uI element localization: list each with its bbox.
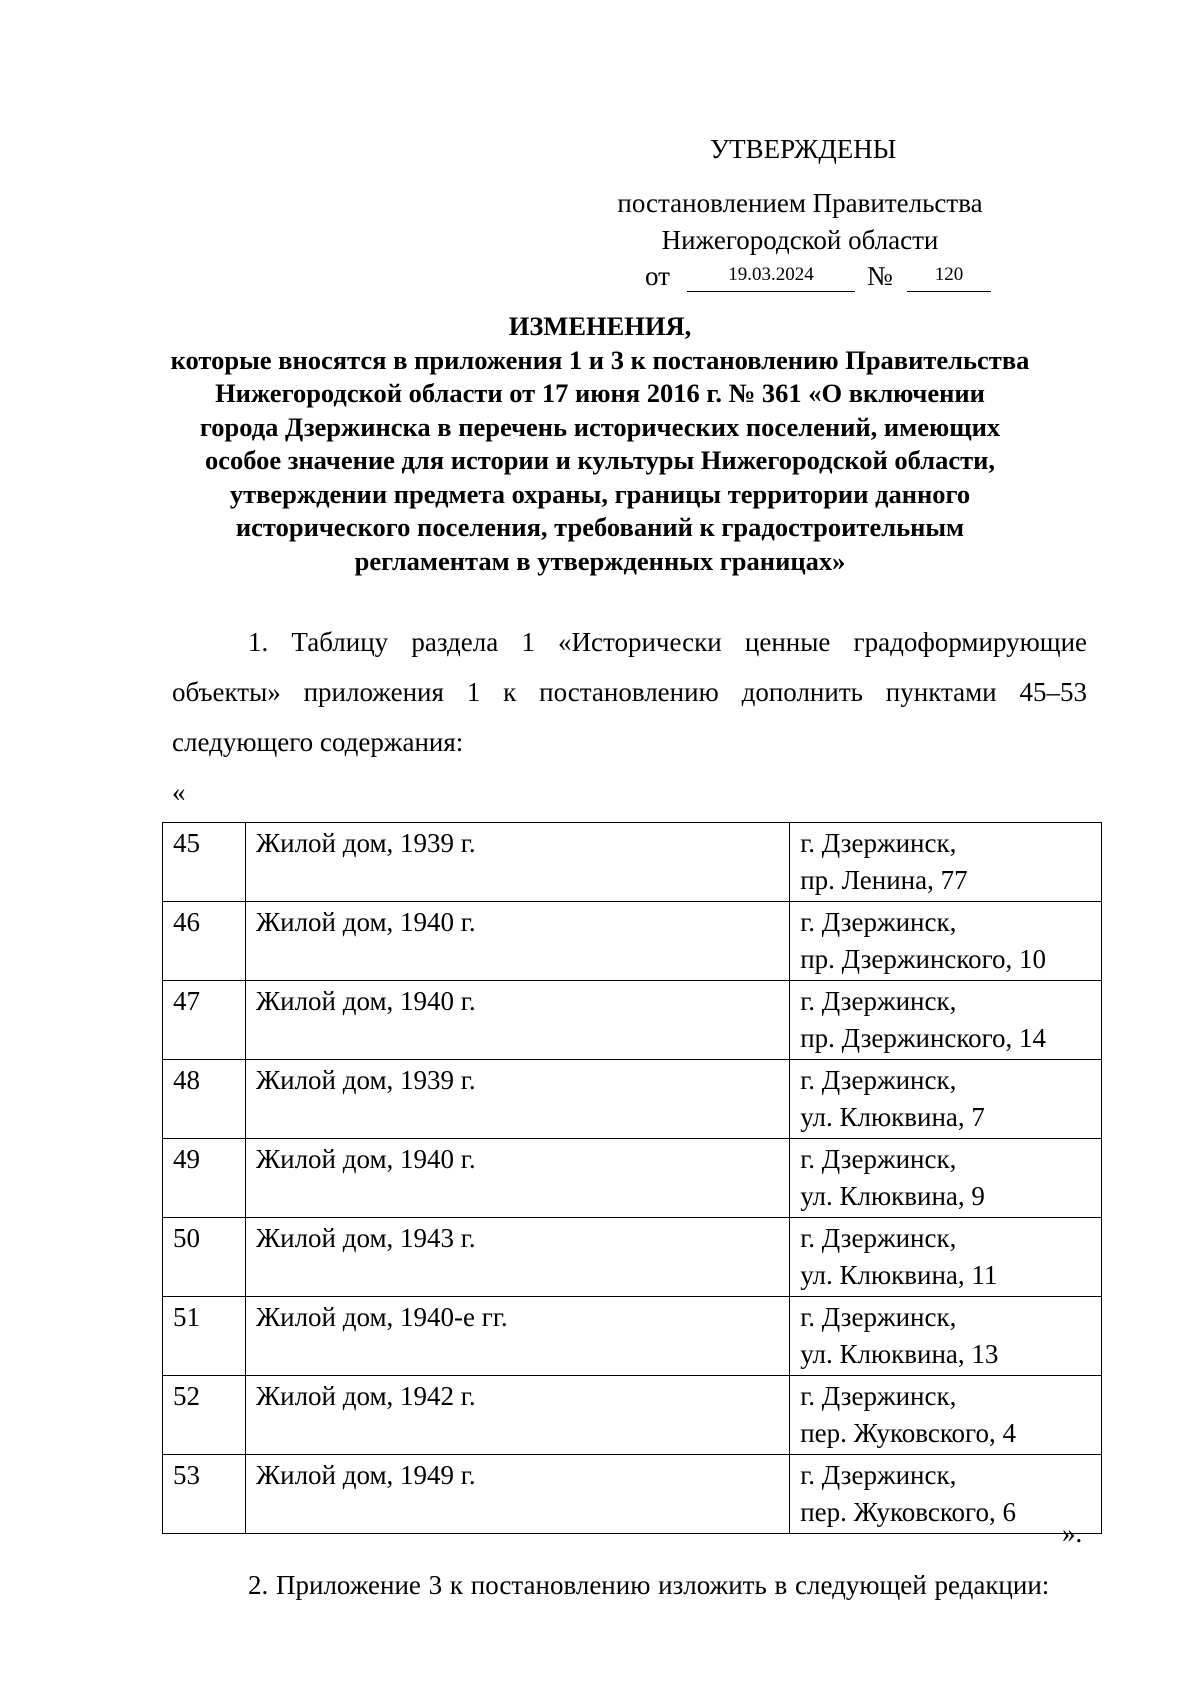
object-address-cell <box>790 1297 1102 1376</box>
row-number-cell <box>163 1060 246 1139</box>
row-number-cell <box>163 1376 246 1455</box>
row-number: 47 <box>173 986 200 1016</box>
address-street: ул. Клюквина, 7 <box>800 1102 985 1132</box>
object-name: Жилой дом, 1939 г. <box>255 1065 476 1095</box>
object-name: Жилой дом, 1942 г. <box>255 1381 476 1411</box>
address-street: пр. Дзержинского, 14 <box>800 1023 1047 1053</box>
address-city: г. Дзержинск, <box>800 1223 957 1253</box>
approved-title: УТВЕРЖДЕНЫ <box>710 134 897 164</box>
document-heading <box>130 310 1070 578</box>
row-number: 52 <box>173 1381 200 1411</box>
object-name-cell <box>245 981 789 1060</box>
address-street: ул. Клюквина, 9 <box>800 1181 985 1211</box>
row-number-cell <box>163 1218 246 1297</box>
table-close-quote: ». <box>1062 1518 1083 1548</box>
object-name: Жилой дом, 1943 г. <box>255 1223 476 1253</box>
object-name-cell <box>245 823 789 902</box>
address-city: г. Дзержинск, <box>800 1144 957 1174</box>
object-address-cell <box>790 1060 1102 1139</box>
paragraph-1 <box>172 617 1087 767</box>
row-number-cell <box>163 902 246 981</box>
row-number-cell <box>163 981 246 1060</box>
object-name: Жилой дом, 1939 г. <box>255 828 476 858</box>
object-name-cell <box>245 1139 789 1218</box>
object-address-cell <box>790 981 1102 1060</box>
object-name-cell <box>245 1297 789 1376</box>
object-name: Жилой дом, 1949 г. <box>255 1460 476 1490</box>
row-number-cell <box>163 823 246 902</box>
address-city: г. Дзержинск, <box>800 1381 957 1411</box>
row-number-cell <box>163 1297 246 1376</box>
object-address-cell <box>790 1376 1102 1455</box>
object-name-cell <box>245 1455 789 1534</box>
objects-table-body <box>163 823 1102 1534</box>
number-sign: № <box>867 261 893 291</box>
approval-region-line: Нижегородской области <box>661 225 939 255</box>
object-address-cell <box>790 902 1102 981</box>
heading-line: исторического поселения, требований к градостроительным <box>235 512 965 542</box>
heading-title: ИЗМЕНЕНИЯ, <box>508 311 692 341</box>
address-city: г. Дзержинск, <box>800 1065 957 1095</box>
object-address-cell <box>790 1455 1102 1534</box>
address-city: г. Дзержинск, <box>800 907 957 937</box>
table-row <box>163 823 1102 902</box>
heading-line: особое значение для истории и культуры Нижегородской области, <box>204 445 996 475</box>
object-name-cell <box>245 1376 789 1455</box>
row-number: 50 <box>173 1223 200 1253</box>
row-number: 49 <box>173 1144 200 1174</box>
heading-line: города Дзержинска в перечень исторических поселений, имеющих <box>199 411 1001 442</box>
address-street: пр. Ленина, 77 <box>800 865 968 895</box>
heading-line: Нижегородской области от 17 июня 2016 г. № 361 «О включении <box>215 378 985 408</box>
row-number-cell <box>163 1139 246 1218</box>
object-address-cell <box>790 1139 1102 1218</box>
object-name-cell <box>245 902 789 981</box>
table-row <box>163 1218 1102 1297</box>
row-number: 48 <box>173 1065 200 1095</box>
object-name: Жилой дом, 1940 г. <box>255 986 476 1016</box>
table-row <box>163 902 1102 981</box>
heading-line: регламентам в утвержденных границах» <box>354 545 846 576</box>
paragraph-1-line: объекты» приложения 1 к постановлению дополнить пунктами 45–53 <box>172 677 1087 707</box>
table-row <box>163 1297 1102 1376</box>
date-prefix: от <box>645 261 670 291</box>
address-street: пр. Дзержинского, 10 <box>800 944 1047 974</box>
approval-authority-line: постановлением Правительства <box>617 188 983 218</box>
address-city: г. Дзержинск, <box>800 986 957 1016</box>
table-row <box>163 1455 1102 1534</box>
object-address-cell <box>790 1218 1102 1297</box>
row-number: 51 <box>173 1302 200 1332</box>
table-row <box>163 1139 1102 1218</box>
heading-line: которые вносятся в приложения 1 и 3 к постановлению Правительства <box>170 344 1030 375</box>
object-name: Жилой дом, 1940-е гг. <box>255 1302 508 1332</box>
table-open-quote: « <box>172 777 186 807</box>
decree-number: 120 <box>907 257 991 292</box>
address-city: г. Дзержинск, <box>800 1302 957 1332</box>
address-street: пер. Жуковского, 6 <box>800 1497 1016 1527</box>
address-street: ул. Клюквина, 11 <box>800 1260 998 1290</box>
heading-line: утверждении предмета охраны, границы территории данного <box>229 478 971 509</box>
row-number-cell <box>163 1455 246 1534</box>
row-number: 45 <box>173 828 200 858</box>
paragraph-2: 2. Приложение 3 к постановлению изложить в следующей редакции: <box>248 1570 1050 1600</box>
object-address-cell <box>790 823 1102 902</box>
address-city: г. Дзержинск, <box>800 828 957 858</box>
table-row <box>163 1060 1102 1139</box>
row-number: 53 <box>173 1460 200 1490</box>
table-row <box>163 981 1102 1060</box>
objects-table <box>162 822 1102 1534</box>
object-name-cell <box>245 1060 789 1139</box>
address-street: ул. Клюквина, 13 <box>800 1339 999 1369</box>
address-street: пер. Жуковского, 4 <box>800 1418 1016 1448</box>
table-row <box>163 1376 1102 1455</box>
object-name-cell <box>245 1218 789 1297</box>
address-city: г. Дзержинск, <box>800 1460 957 1490</box>
paragraph-1-line: следующего содержания: <box>172 727 464 757</box>
row-number: 46 <box>173 907 200 937</box>
object-name: Жилой дом, 1940 г. <box>255 907 476 937</box>
object-name: Жилой дом, 1940 г. <box>255 1144 476 1174</box>
paragraph-1-line: 1. Таблицу раздела 1 «Исторически ценные градоформирующие <box>248 627 1087 657</box>
decree-date: 19.03.2024 <box>687 257 855 292</box>
